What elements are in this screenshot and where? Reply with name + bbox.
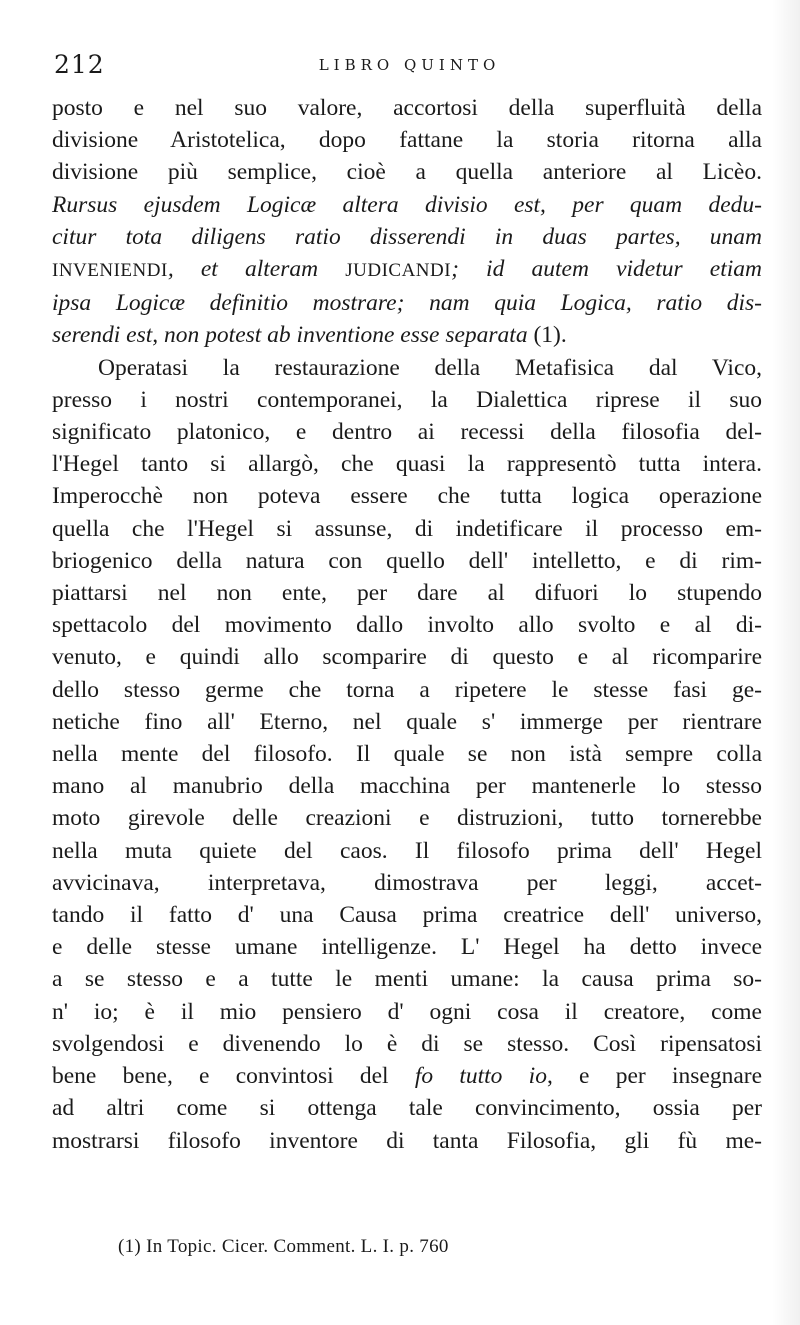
text-line: divisione Aristotelica, dopo fattane la storia ritorna alla <box>52 127 762 154</box>
text-line: svolgendosi e divenendo lo è di se stesso. Così ripensatosi <box>52 1030 762 1057</box>
text-line: significato platonico, e dentro ai recessi della filosofia del- <box>52 419 762 446</box>
text-line: nella muta quiete del caos. Il filosofo prima dell' Hegel <box>52 837 762 864</box>
text-line: n' io; è il mio pensiero d' ogni cosa il creatore, come <box>52 998 762 1025</box>
text-line: posto e nel suo valore, accortosi della superfluità della <box>52 95 762 121</box>
text-segment: bene bene, e convintosi del <box>52 1063 415 1090</box>
running-title: LIBRO QUINTO <box>318 56 501 74</box>
latin-quote-line: Rursus ejusdem Logicæ altera divisio est, per quam dedu- <box>52 191 762 218</box>
text-line: avvicinava, interpretava, dimostrava per leggi, accet- <box>52 869 762 896</box>
text-line: Operatasi la restaurazione della Metafisica dal Vico, <box>98 354 762 381</box>
latin-quote-line <box>52 319 762 351</box>
text-line: spettacolo del movimento dallo involto allo svolto e al di- <box>52 612 762 639</box>
book-page <box>52 0 767 1325</box>
text-line <box>52 1060 762 1092</box>
italic-text: serendi est, non potest ab inventione esse separata <box>52 322 528 349</box>
text-line: quella che l'Hegel si assunse, di indetificare il processo em- <box>52 515 762 542</box>
text-line: venuto, e quindi allo scomparire di questo e al ricomparire <box>52 644 762 671</box>
latin-quote-line: citur tota diligens ratio disserendi in duas partes, unam <box>52 223 762 250</box>
text-line: mano al manubrio della macchina per mantenerle lo stesso <box>52 773 762 800</box>
page-number: 212 <box>54 50 105 79</box>
small-caps-term: JUDICANDI <box>345 260 452 282</box>
latin-quote-line <box>52 253 762 287</box>
footnote-ref: (1). <box>527 322 567 349</box>
text-line: netiche fino all' Eterno, nel quale s' immerge per rientrare <box>52 708 762 735</box>
small-caps-term: INVENIENDI <box>52 260 168 282</box>
italic-text: ; id autem videtur etiam <box>451 256 762 283</box>
italic-phrase: fo tutto io <box>414 1063 547 1090</box>
text-line: e delle stesse umane intelligenze. L' Hegel ha detto invece <box>52 934 762 961</box>
text-line: tando il fatto d' una Causa prima creatrice dell' universo, <box>52 902 762 929</box>
text-line: piattarsi nel non ente, per dare al difuori lo stupendo <box>52 580 762 607</box>
text-line: dello stesso germe che torna a ripetere le stesse fasi ge- <box>52 676 762 703</box>
body-text <box>52 92 762 1157</box>
italic-text: , et alteram <box>167 256 346 283</box>
running-head <box>52 50 767 80</box>
text-segment: , e per insegnare <box>546 1063 763 1090</box>
text-line: moto girevole delle creazioni e distruzioni, tutto tornerebbe <box>52 805 762 832</box>
footnote: (1) In Topic. Cicer. Comment. L. I. p. 760 <box>118 1236 449 1257</box>
text-line: divisione più semplice, cioè a quella anteriore al Licèo. <box>52 159 762 186</box>
page-edge-shadow <box>772 0 800 1325</box>
text-line: l'Hegel tanto si allargò, che quasi la rappresentò tutta intera. <box>52 451 762 478</box>
text-line: briogenico della natura con quello dell' intelletto, e di rim- <box>52 547 762 574</box>
latin-quote-line: ipsa Logicæ definitio mostrare; nam quia Logica, ratio dis- <box>52 290 762 317</box>
text-line: nella mente del filosofo. Il quale se non istà sempre colla <box>52 741 762 768</box>
text-line: ad altri come si ottenga tale convincimento, ossia per <box>52 1095 762 1122</box>
text-line: mostrarsi filosofo inventore di tanta Filosofia, gli fù me- <box>52 1127 762 1154</box>
text-line: a se stesso e a tutte le menti umane: la causa prima so- <box>52 966 762 993</box>
text-line: presso i nostri contemporanei, la Dialettica riprese il suo <box>52 386 762 413</box>
text-line: Imperocchè non poteva essere che tutta logica operazione <box>52 483 762 510</box>
